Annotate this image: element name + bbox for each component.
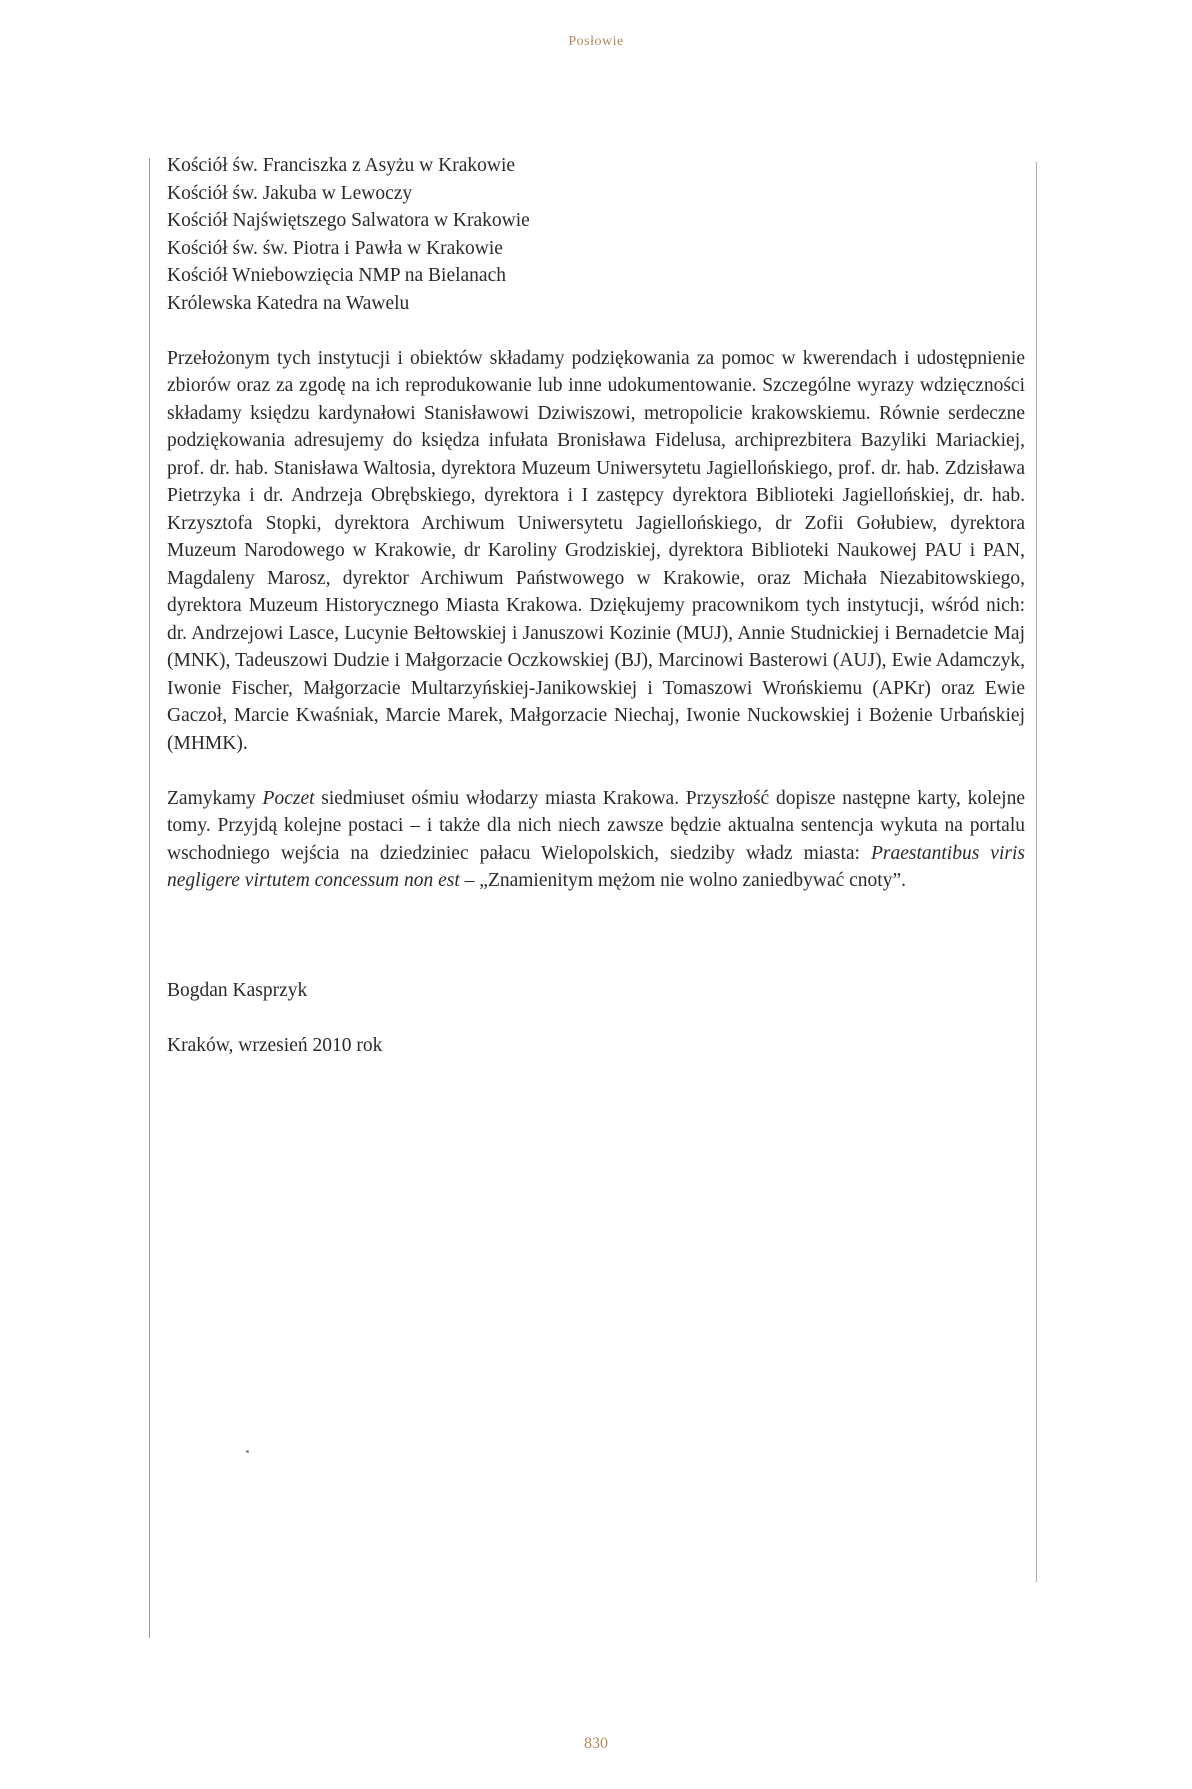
closing-text-3: – „Znamienitym mężom nie wolno zaniedbywać cnoty”.: [459, 870, 906, 891]
right-margin-rule: [1036, 162, 1037, 1582]
latin-sentence: Praestantibus viris negligere virtutem concessum non est: [167, 842, 1025, 891]
book-title: Poczet: [262, 787, 315, 809]
list-item: Królewska Katedra na Wawelu: [167, 292, 410, 314]
list-item: Kościół św. św. Piotra i Pawła w Krakowie: [167, 237, 503, 259]
institution-list: [167, 152, 1025, 317]
list-item: Kościół św. Jakuba w Lewoczy: [167, 182, 413, 204]
page-number: 830: [584, 1735, 608, 1752]
acknowledgement-paragraph: Przełożonym tych instytucji i obiektów składamy podziękowania za pomoc w kwerendach i udostępnienie zbiorów oraz za zgodę na ich reprodukowanie lub inne udokumentowanie. Szczególne wyrazy wdzięczności składamy księdzu kardynałowi Stanisławowi Dziwiszowi, metropolicie krakowskiemu. Równie serdeczne podziękowania adresujemy do księdza infułata Bronisława Fidelusa, archiprezbitera Bazyliki Mariackiej, prof. dr. hab. Stanisława Waltosia, dyrektora Muzeum Uniwersytetu Jagiellońskiego, prof. dr. hab. Zdzisława Pietrzyka i dr. Andrzeja Obrębskiego, dyrektora i I zastępcy dyrektora Biblioteki Jagiellońskiej, dr. hab. Krzysztofa Stopki, dyrektora Archiwum Uniwersytetu Jagiellońskiego, dr Zofii Gołubiew, dyrektora Muzeum Narodowego w Krakowie, dr Karoliny Grodziskiej, dyrektora Biblioteki Naukowej PAU i PAN, Magdaleny Marosz, dyrektor Archiwum Państwowego w Krakowie, oraz Michała Niezabitowskiego, dyrektora Muzeum Historycznego Miasta Krakowa. Dziękujemy pracownikom tych instytucji, wśród nich: dr. Andrzejowi Lasce, Lucynie Bełtowskiej i Januszowi Kozinie (MUJ), Annie Studnickiej i Bernadetcie Maj (MNK), Tadeuszowi Dudzie i Małgorzacie Oczkowskiej (BJ), Marcinowi Basterowi (AUJ), Ewie Adamczyk, Iwonie Fischer, Małgorzacie Multarzyńskiej-Janikowskiej i Tomaszowi Wrońskiemu (APKr) oraz Ewie Gaczoł, Marcie Kwaśniak, Marcie Marek, Małgorzacie Niechaj, Iwonie Nuckowskiej i Bożenie Urbańskiej (MHMK).: [167, 347, 1025, 754]
closing-text-1: Zamykamy: [167, 787, 263, 809]
list-item: Kościół Wniebowzięcia NMP na Bielanach: [167, 265, 506, 286]
page-body: [167, 152, 1025, 1059]
dateline: Kraków, wrzesień 2010 rok: [167, 1034, 383, 1056]
list-item: Kościół Najświętszego Salwatora w Krakowie: [167, 210, 530, 231]
closing-text-2: siedmiuset ośmiu włodarzy miasta Krakowa. Przyszłość dopisze następne karty, kolejne tomy. Przyjdą kolejne postaci – i także dla nich niech zawsze będzie aktualna sentencja wykuta na portalu wschodniego wejścia na dziedziniec pałacu Wielopolskich, siedziby władz miasta:: [167, 787, 1025, 864]
closing-paragraph: [167, 785, 1025, 895]
running-header: Posłowie: [568, 34, 624, 49]
list-item: Kościół św. Franciszka z Asyżu w Krakowie: [167, 155, 516, 176]
left-margin-rule: [149, 158, 150, 1638]
scan-speck: [246, 1450, 249, 1453]
author-signature: Bogdan Kasprzyk: [167, 979, 308, 1001]
